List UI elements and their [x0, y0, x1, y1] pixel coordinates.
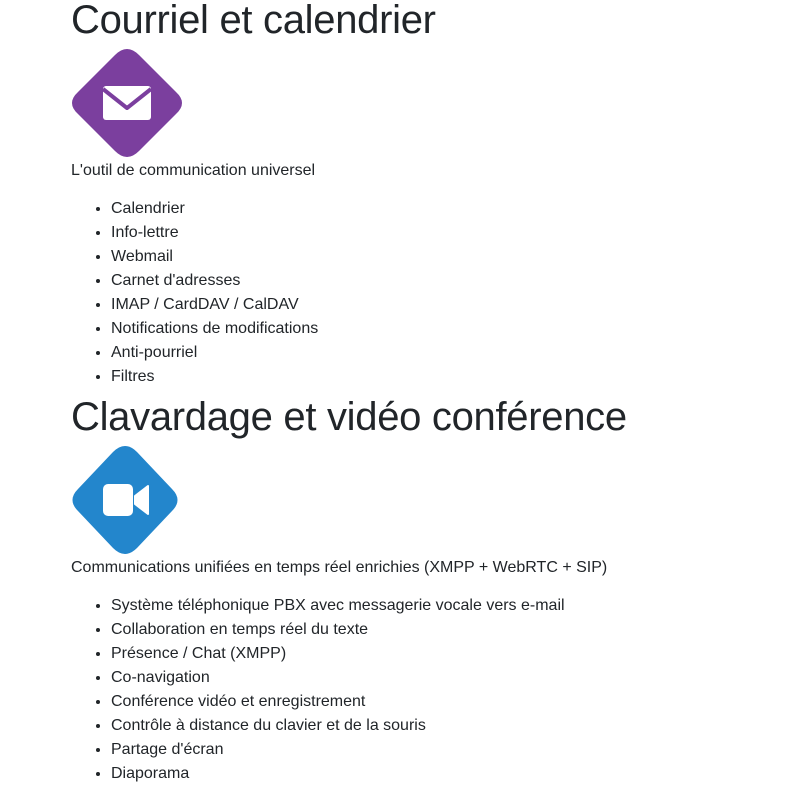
list-item: • Anti-pourriel: [111, 341, 791, 365]
list-item: • Contrôle à distance du clavier et de la souris: [111, 714, 791, 738]
list-item: • Notifications de modifications: [111, 317, 791, 341]
list-item: • Diaporama: [111, 762, 791, 786]
feature-list: [71, 197, 791, 389]
list-item: • Co-navigation: [111, 666, 791, 690]
list-item: • Collaboration en temps réel du texte: [111, 618, 791, 642]
list-item: • Info-lettre: [111, 221, 791, 245]
envelope-icon: [71, 48, 183, 158]
chat-video-section: [71, 395, 791, 786]
list-item: • Carnet d'adresses: [111, 269, 791, 293]
list-item: • Conférence vidéo et enregistrement: [111, 690, 791, 714]
email-calendar-section: [71, 0, 791, 389]
list-item: • Webmail: [111, 245, 791, 269]
list-item: • Partage d'écran: [111, 738, 791, 762]
section-tagline: Communications unifiées en temps réel enrichies (XMPP + WebRTC + SIP): [71, 559, 608, 576]
list-item: • Système téléphonique PBX avec messagerie vocale vers e-mail: [111, 594, 791, 618]
video-camera-icon: [71, 445, 179, 555]
section-tagline: L'outil de communication universel: [71, 162, 316, 179]
list-item: • IMAP / CardDAV / CalDAV: [111, 293, 791, 317]
list-item: • Présence / Chat (XMPP): [111, 642, 791, 666]
page-content: [71, 0, 791, 786]
section-title: Courriel et calendrier: [71, 0, 436, 42]
feature-list: [71, 594, 791, 786]
section-title: Clavardage et vidéo conférence: [71, 395, 627, 439]
list-item: • Filtres: [111, 365, 791, 389]
list-item: • Calendrier: [111, 197, 791, 221]
